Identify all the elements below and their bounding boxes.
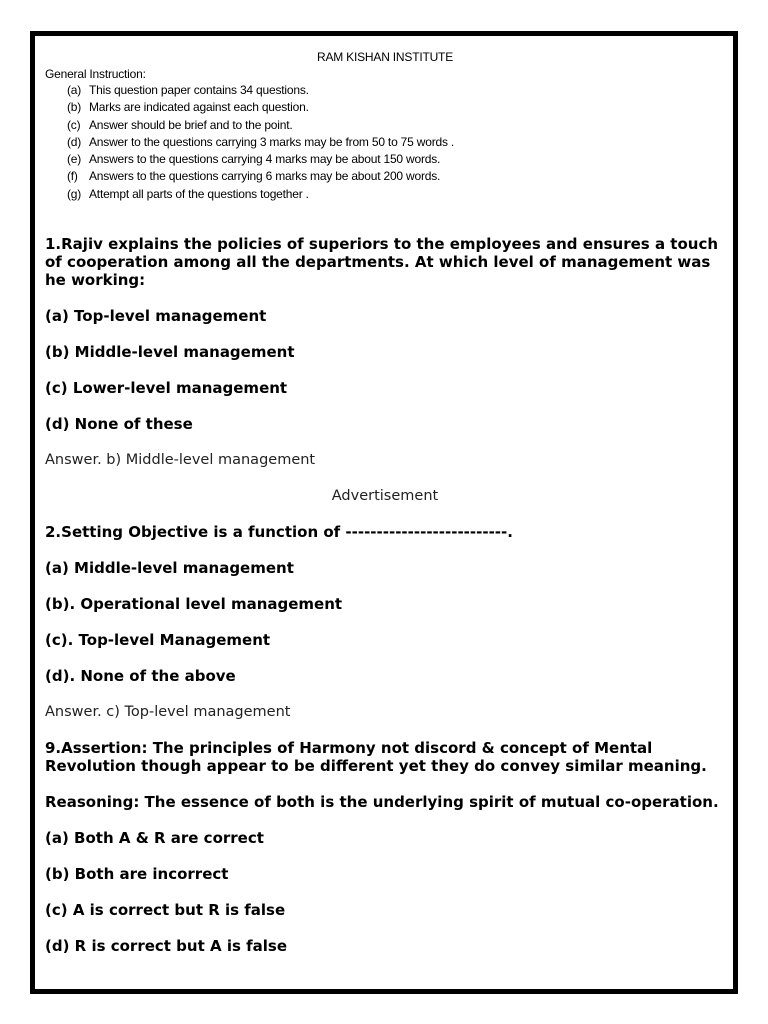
advertisement-label: Advertisement [331,488,439,505]
instruction-marker: (g) [67,186,82,201]
instruction-item [45,151,725,168]
question-1-option-c: (c) Lower-level management [45,379,288,398]
instruction-item [45,99,725,116]
question-9-option-b: (b) Both are incorrect [45,865,229,884]
question-2-option-d: (d). None of the above [45,667,236,686]
document-content [45,48,725,955]
institute-title: RAM KISHAN INSTITUTE [316,50,453,64]
instruction-list [45,82,725,203]
question-1-option-d: (d) None of these [45,415,193,434]
page-border [30,31,738,994]
question-2-prompt: 2.Setting Objective is a function of --------------------------. [45,523,513,542]
instruction-item [45,82,725,99]
instruction-text: Marks are indicated against each question. [89,100,309,115]
question-9-option-c: (c) A is correct but R is false [45,901,286,920]
question-1-prompt: 1.Rajiv explains the policies of superiors to the employees and ensures a touch of cooperation among all the departments. At which level of management was he working: [45,235,719,290]
instruction-item [45,168,725,185]
instruction-marker: (c) [67,117,81,132]
question-1-option-a: (a) Top-level management [45,307,267,326]
instruction-item [45,134,725,151]
question-2-answer: Answer. c) Top-level management [45,704,291,721]
instruction-item [45,186,725,203]
instruction-text: Answer should be brief and to the point. [89,117,293,132]
question-9-assertion: 9.Assertion: The principles of Harmony not discord & concept of Mental Revolution though appear to be different yet they do convey similar meaning. [45,739,707,776]
instruction-text: Answers to the questions carrying 6 marks may be about 200 words. [89,169,441,184]
instruction-marker: (a) [67,83,82,97]
question-1-answer: Answer. b) Middle-level management [45,452,316,469]
instruction-marker: (b) [67,100,82,115]
general-instruction-label: General Instruction: [45,67,146,81]
instruction-text: Answer to the questions carrying 3 marks may be from 50 to 75 words . [89,134,455,149]
question-9-option-a: (a) Both A & R are correct [45,829,264,848]
instruction-text: Attempt all parts of the questions together . [89,186,309,201]
question-2-option-a: (a) Middle-level management [45,559,294,578]
question-9-reasoning: Reasoning: The essence of both is the underlying spirit of mutual co-operation. [45,793,719,812]
instruction-item [45,117,725,134]
instruction-text: This question paper contains 34 questions. [89,83,309,97]
question-2-option-b: (b). Operational level management [45,595,343,614]
question-9-option-d: (d) R is correct but A is false [45,937,288,956]
instruction-text: Answers to the questions carrying 4 marks may be about 150 words. [89,152,441,167]
question-2-option-c: (c). Top-level Management [45,631,271,650]
question-1-option-b: (b) Middle-level management [45,343,295,362]
instruction-marker: (d) [67,134,82,149]
instruction-marker: (e) [67,152,82,167]
instruction-marker: (f) [67,169,78,184]
